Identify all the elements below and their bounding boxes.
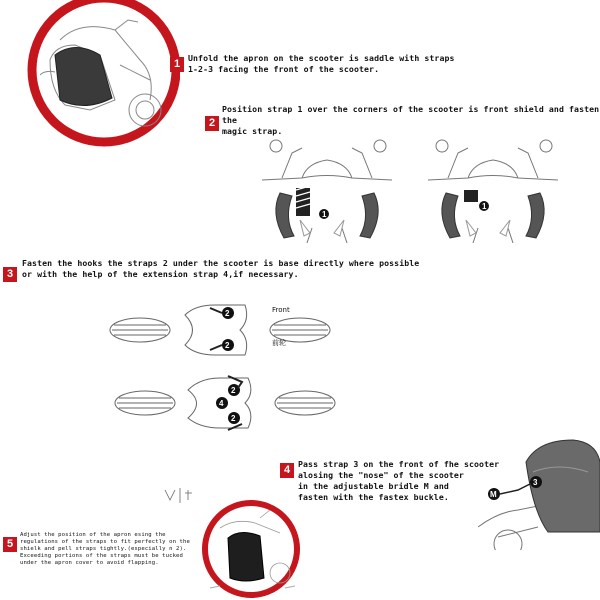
step-1-text: Unfold the apron on the scooter is saddle with straps 1-2-3 facing the front of the scooter. <box>188 53 455 74</box>
front-nose-diagram <box>478 432 600 550</box>
front-shield-diagram-left <box>262 138 392 248</box>
front-label-cn: 前轮 <box>272 339 286 347</box>
front-shield-diagram-right <box>428 138 558 248</box>
tightening-hand-sketch <box>160 485 200 510</box>
step-2-badge: 2 <box>205 116 219 131</box>
underbody-diagram-bottom <box>110 368 340 438</box>
strap-2-label-top: 2 <box>225 309 230 318</box>
apron-shape <box>55 48 112 106</box>
front-label: Front <box>272 306 290 314</box>
strap-4-label: 4 <box>219 399 224 408</box>
strap-2-label-b2: 2 <box>231 414 236 423</box>
strap-2-label-bottom: 2 <box>225 341 230 350</box>
strap-1-label: 1 <box>322 210 327 219</box>
step-2-text: Position strap 1 over the corners of the scooter is front shield and fasten the magic strap. <box>222 104 600 136</box>
step-5-text: Adjust the position of the apron esing the regulations of the straps to fit perfectly on the shielk and pell straps tightly.(especially n 2). Exceeding portions of the straps must be tucked under the apron cover to avoid flapping. <box>20 532 190 566</box>
strap-3-label: 3 <box>533 478 538 487</box>
step-1-badge: 1 <box>170 57 184 72</box>
step-3-text: Fasten the hooks the straps 2 under the scooter is base directly where possible or with the help of the extension strap 4,if necessary. <box>22 258 420 279</box>
strap-1-label-b: 1 <box>482 202 487 211</box>
fitted-apron-illustration-step5 <box>200 498 302 600</box>
step-3-badge: 3 <box>3 267 17 282</box>
scooter-apron-illustration-step1 <box>20 0 180 150</box>
step-5-badge: 5 <box>3 537 17 552</box>
step-4-text: Pass strap 3 on the front of fhe scooter alosing the "nose" of the scooter in the adjustable bridle M and fasten with the fastex buckle. <box>298 459 500 502</box>
strap-2-label-b1: 2 <box>231 386 236 395</box>
underbody-diagram-top <box>100 295 340 365</box>
bridle-m-label: M <box>490 490 497 499</box>
step-4-badge: 4 <box>280 463 294 478</box>
